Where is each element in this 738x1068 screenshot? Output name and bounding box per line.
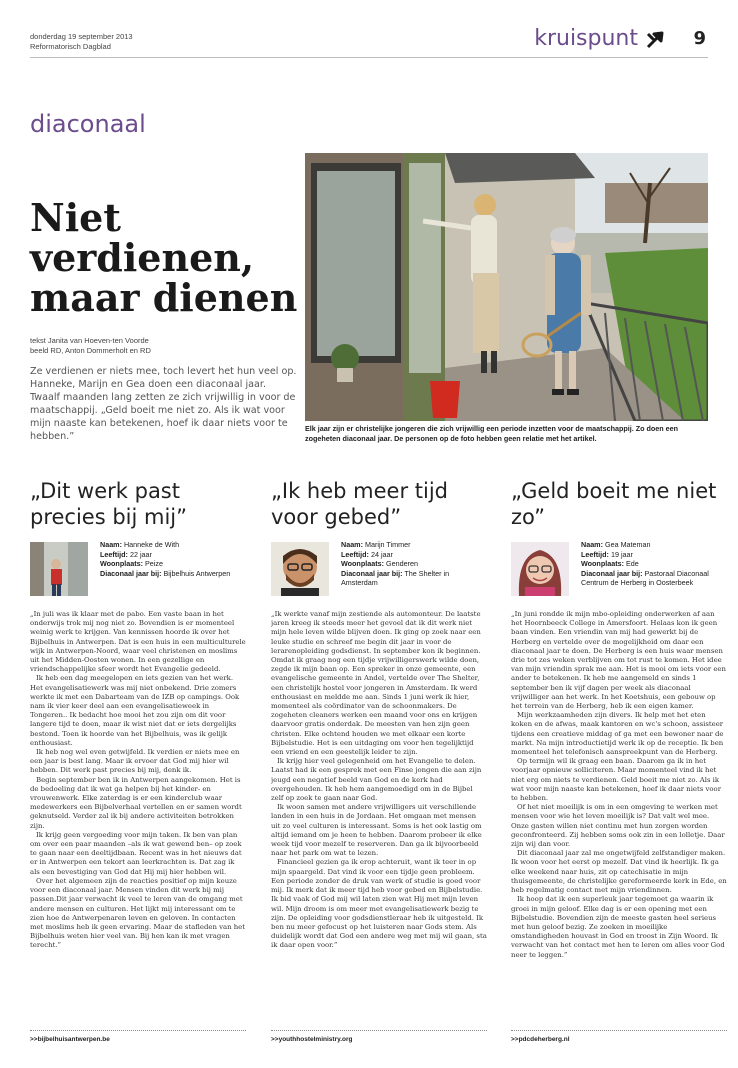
newspaper-name: Reformatorisch Dagblad (30, 42, 111, 51)
column-body (511, 610, 727, 1024)
profile-box (30, 540, 246, 602)
page-number: 9 (693, 28, 706, 49)
body-paragraph: Ik woon samen met andere vrijwilligers uit verschillende landen in een huis in de Jordaan. Het omgaan met mensen uit zo veel culturen is interessant. Soms is het ook lastig om altijd iemand om je heen te hebben. Daarom probeer ik elke week tijd voor mezelf te reserveren. Dan ga ik bijvoorbeeld naar het park om wat te lezen. (271, 803, 482, 858)
portrait-photo (271, 542, 329, 596)
column-quote: „Geld boeit me niet zo” (511, 479, 717, 529)
profile-organization: Bijbelhuis Antwerpen (163, 568, 231, 578)
portrait-photo (511, 542, 569, 596)
profile-place: Ede (626, 559, 639, 569)
fact-label: Diaconaal jaar bij: (581, 568, 643, 578)
profile-facts (341, 540, 487, 588)
profile-place: Peize (145, 559, 163, 569)
section-title: kruispunt (534, 26, 638, 51)
profile-organization: Pastoraal Diaconaal Centrum de Herberg in Oosterbeek (581, 568, 709, 588)
fact-label: Naam: (341, 540, 363, 549)
main-photo-illustration (305, 153, 708, 421)
profile-box (271, 540, 487, 602)
article-intro: Ze verdienen er niets mee, toch levert het hun veel op. Hanneke, Marijn en Gea doen een diaconaal jaar. Twaalf maanden lang zetten ze zich vrijwillig in voor de maatschappij. „Geld boeit me niet zo. Als ik wat voor mijn naaste kan betekenen, hoef ik daar niets voor te hebben.” (30, 366, 297, 442)
body-paragraph: „In juni rondde ik mijn mbo-opleiding onderwerken af aan het Hoornbeeck College in Amersfoort. Helaas kon ik geen baan vinden. Een vriendin van mij had gewerkt bij de Herberg en vertelde over de mogelijkheid om daar een diaconaal jaar te doen. De Herberg is een huis waar mensen drie tot zes weken verblijven om tot rust te komen. Het idee van mijn vriendin sprak me aan. Het is mooi om iets voor een ander te betekenen. Ik heb me aangemeld en sinds 1 september ben ik vijf dagen per week als diaconaal vrijwilliger aan het werk. In het Koetshuis, een gebouw op het terrein van de Herberg, heb ik een eigen kamer. (511, 610, 726, 711)
body-paragraph: Dit diaconaal jaar zal me ongetwijfeld zelfstandiger maken. Ik woon voor het eerst op mezelf. Dat vind ik heerlijk. Ik ga elke weekend naar huis, zit op catechisatie in mijn thuisgemeente, de christelijke gereformeerde kerk in Ede, en heb regelmatig contact met mijn vriendinnen. (511, 849, 727, 895)
column-quote: „Dit werk past precies bij mij” (30, 479, 188, 529)
profile-box (511, 540, 727, 602)
portrait-photo (30, 542, 88, 596)
column-footer-divider (271, 1030, 487, 1031)
profile-column-marijn (271, 478, 487, 1024)
body-paragraph: Ik hoop dat ik een superleuk jaar tegemoet ga waarin ik groei in mijn geloof. Elke dag is er een opening met een Bijbelstudie. Bovendien zijn de meeste gasten heel serieus met hun geloof bezig. Ze zoeken in moeilijke omstandigheden houvast in God en troost in Zijn Woord. Ik verwacht van het contact met hen te leren om alles voor God neer te leggen.” (511, 895, 725, 959)
column-footer-divider (30, 1030, 246, 1031)
body-paragraph: Mijn werkzaamheden zijn divers. Ik help met het eten koken en de afwas, maak kantoren en wc's schoon, assisteer tijdens een creatieve middag of ga met een bewoner naar de markt. Na mijn introductietijd werk ik op de receptie. Ik ben momenteel het telefonisch aanspreekpunt van de Herberg. (511, 711, 724, 757)
photo-caption: Elk jaar zijn er christelijke jongeren die zich vrijwillig een periode inzetten voor de maatschappij. Zo doen een zogeheten diaconaal jaar. De personen op de foto hebben geen relatie met het artikel. (305, 424, 679, 443)
main-photo (305, 153, 708, 421)
profile-name: Hanneke de With (123, 540, 180, 549)
body-paragraph: Ik krijg geen vergoeding voor mijn taken. Ik ben van plan om over een paar maanden –als ik wat gewend ben– op zoek te gaan naar een deeltijdbaan. Recent was in het nieuws dat er in Antwerpen een tekort aan leerkrachten is. Dat zag ik als een bevestiging van God dat Hij mij hier hebben wil. (30, 830, 242, 876)
profile-facts (100, 540, 246, 578)
profile-name: Marijn Timmer (364, 540, 411, 549)
column-body (271, 610, 487, 1024)
photo-credit: beeld RD, Anton Dommerholt en RD (30, 346, 151, 355)
column-quote: „Ik heb meer tijd voor gebed” (271, 479, 448, 529)
website-link[interactable]: >>youthhostelministry.org (271, 1036, 353, 1043)
body-paragraph: Of het niet moeilijk is om in een omgeving te werken met mensen voor wie het leven moeilijk is? Dat valt wel mee. Onze gasten willen niet continu met hun zorgen worden geconfronteerd. Zij hebben soms ook zin in een lolletje. Daar zijn wij dan voor. (511, 803, 725, 849)
article-headline: Niet verdienen, maar dienen (30, 195, 298, 320)
column-footer-divider (511, 1030, 727, 1031)
issue-date: donderdag 19 september 2013 (30, 32, 133, 41)
body-paragraph: „Ik werkte vanaf mijn zestiende als automonteur. De laatste jaren kreeg ik steeds meer het gevoel dat ik dit werk niet mijn hele leven wilde blijven doen. Ik ging op zoek naar een leuke studie en schreef me begin dit jaar in voor de lerarenopleiding godsdienst. In september kon ik beginnen. Omdat ik graag nog een tijdje vrijwilligerswerk wilde doen, zegde ik mijn baan op. Een spreker in onze gemeente, een evangelische gemeente in Andel, vertelde over The Shelter, een christelijk hostel voor jongeren in Amsterdam. Ik werd enthousiast en meldde me aan. Sinds 1 juni werk ik hier, momenteel als coördinator van de schoonmakers. De zogeheten cleaners werken een maand voor ons en krijgen daarvoor gratis onderdak. De meesten van hen zijn geen christen. Elke ochtend houden we met elkaar een korte Bijbelstudie. Het is een uitdaging om voor hen tegelijktijd een vriend en een geestelijk leider te zijn. (271, 610, 481, 757)
profile-age: 24 jaar (370, 549, 393, 559)
fact-label: Woonplaats: (581, 559, 624, 569)
header-divider (30, 57, 708, 58)
profile-name: Gea Mateman (604, 540, 651, 549)
fact-label: Woonplaats: (100, 559, 143, 569)
profile-organization: The Shelter in Amsterdam (341, 568, 450, 588)
fact-label: Leeftijd: (341, 549, 369, 559)
website-link[interactable]: >>pdcdeherberg.nl (511, 1036, 570, 1043)
body-paragraph: Ik krijg hier veel gelegenheid om het Evangelie te delen. Laatst had ik een gesprek met een Finse jongen die aan zijn jeugd een negatief beeld van God en de kerk had overgehouden. Ik heb hem aangemoedigd om in de Bijbel zelf op zoek te gaan naar God. (271, 757, 482, 803)
body-paragraph: Begin september ben ik in Antwerpen aangekomen. Het is de bedoeling dat ik wat ga helpen bij het kinder- en vrouwenwerk. Elke zaterdag is er een kinderclub waar medewerkers een Bijbelverhaal vertellen en er samen wordt geknutseld. Verder zal ik bij andere activiteiten betrokken zijn. (30, 775, 242, 830)
profile-facts (581, 540, 727, 588)
profile-age: 19 jaar (610, 549, 633, 559)
profile-age: 22 jaar (129, 549, 152, 559)
body-paragraph: Op termijn wil ik graag een baan. Daarom ga ik in het voorjaar opnieuw solliciteren. Maar momenteel vind ik het niet erg om niets te verdienen. Geld boeit me niet zo. Als ik wat voor mijn naaste kan betekenen, hoef ik daar niets voor te hebben. (511, 757, 721, 803)
arrow-cross-icon (645, 30, 665, 50)
profile-column-hanneke (30, 478, 246, 1024)
fact-label: Naam: (100, 540, 122, 549)
fact-label: Diaconaal jaar bij: (341, 568, 403, 578)
header-dateline (30, 32, 133, 52)
body-paragraph: Financieel gezien ga ik erop achteruit, want ik teer in op mijn spaargeld. Dat vind ik voor een tijdje geen probleem. Een periode zonder de druk van werk of studie is goed voor mij. Ik merk dat ik meer tijd heb voor gebed en Bijbelstudie. Ik bid vaak of God mij wil laten zien wat Hij met mijn leven wil. Mijn droom is om meer met evangelisatiewerk bezig te zijn. De opleiding voor godsdienstleraar heb ik uitgesteld. Ik ben nu meer gefocust op het luisteren naar Gods stem. Als duidelijk wordt dat God een andere weg met mij wil gaan, sta ik daar open voor.” (271, 858, 487, 950)
fact-label: Naam: (581, 540, 603, 549)
body-paragraph: „In juli was ik klaar met de pabo. Een vaste baan in het onderwijs trok mij nog niet zo. Bovendien is er momenteel weinig werk te krijgen. Van kennissen hoorde ik over het Bijbelhuis in Antwerpen. Dat is een huis in een multiculturele wijk in Antwerpen-Noord, waar veel christenen en moslims uit het Midden-Oosten wonen. In een gezellige en vriendschappelijke sfeer wordt het Evangelie gedeeld. (30, 610, 246, 674)
profile-column-gea (511, 478, 727, 1024)
body-paragraph: Ik heb nog wel even getwijfeld. Ik verdien er niets mee en een jaar is best lang. Maar ik ervoer dat God mij hier wil hebben. Dit werk past precies bij mij, denk ik. (30, 748, 240, 775)
article-credits (30, 336, 300, 356)
body-paragraph: Over het algemeen zijn de reacties positief op mijn keuze voor een diaconaal jaar. Mensen vinden dit werk bij mij passen.Dit jaar verwacht ik veel te leren van de omgang met andere mensen en culturen. Het lijkt mij interessant om te zien hoe de Antwerpenaren leven en geloven. In contacten met moslims heb ik geen ervaring. Maar de stafleden van het Bijbelhuis weten hier veel van. Bij hen kan ik met vragen terecht.” (30, 876, 245, 950)
fact-label: Leeftijd: (100, 549, 128, 559)
website-link[interactable]: >>bijbelhuisantwerpen.be (30, 1036, 110, 1043)
rubric-label: diaconaal (30, 110, 146, 138)
fact-label: Leeftijd: (581, 549, 609, 559)
fact-label: Woonplaats: (341, 559, 384, 569)
text-credit: tekst Janita van Hoeven-ten Voorde (30, 336, 149, 345)
fact-label: Diaconaal jaar bij: (100, 568, 162, 578)
profile-place: Genderen (386, 559, 418, 569)
body-paragraph: Ik heb een dag meegelopen en iets gezien van het werk. Het evangelisatiewerk was mij niet onbekend. Drie zomers werkte ik met een Dabarteam van de IZB op campings. Ook nam ik vier keer deel aan een evangelisatieweek in Tongeren.. Ik bedacht hoe mooi het zou zijn om dit voor langere tijd te doen, maar ik wist niet dat er iets dergelijks bestond. Toen ik hoorde van het Bijbelhuis, was ik gelijk enthousiast. (30, 674, 240, 747)
column-body (30, 610, 246, 1024)
